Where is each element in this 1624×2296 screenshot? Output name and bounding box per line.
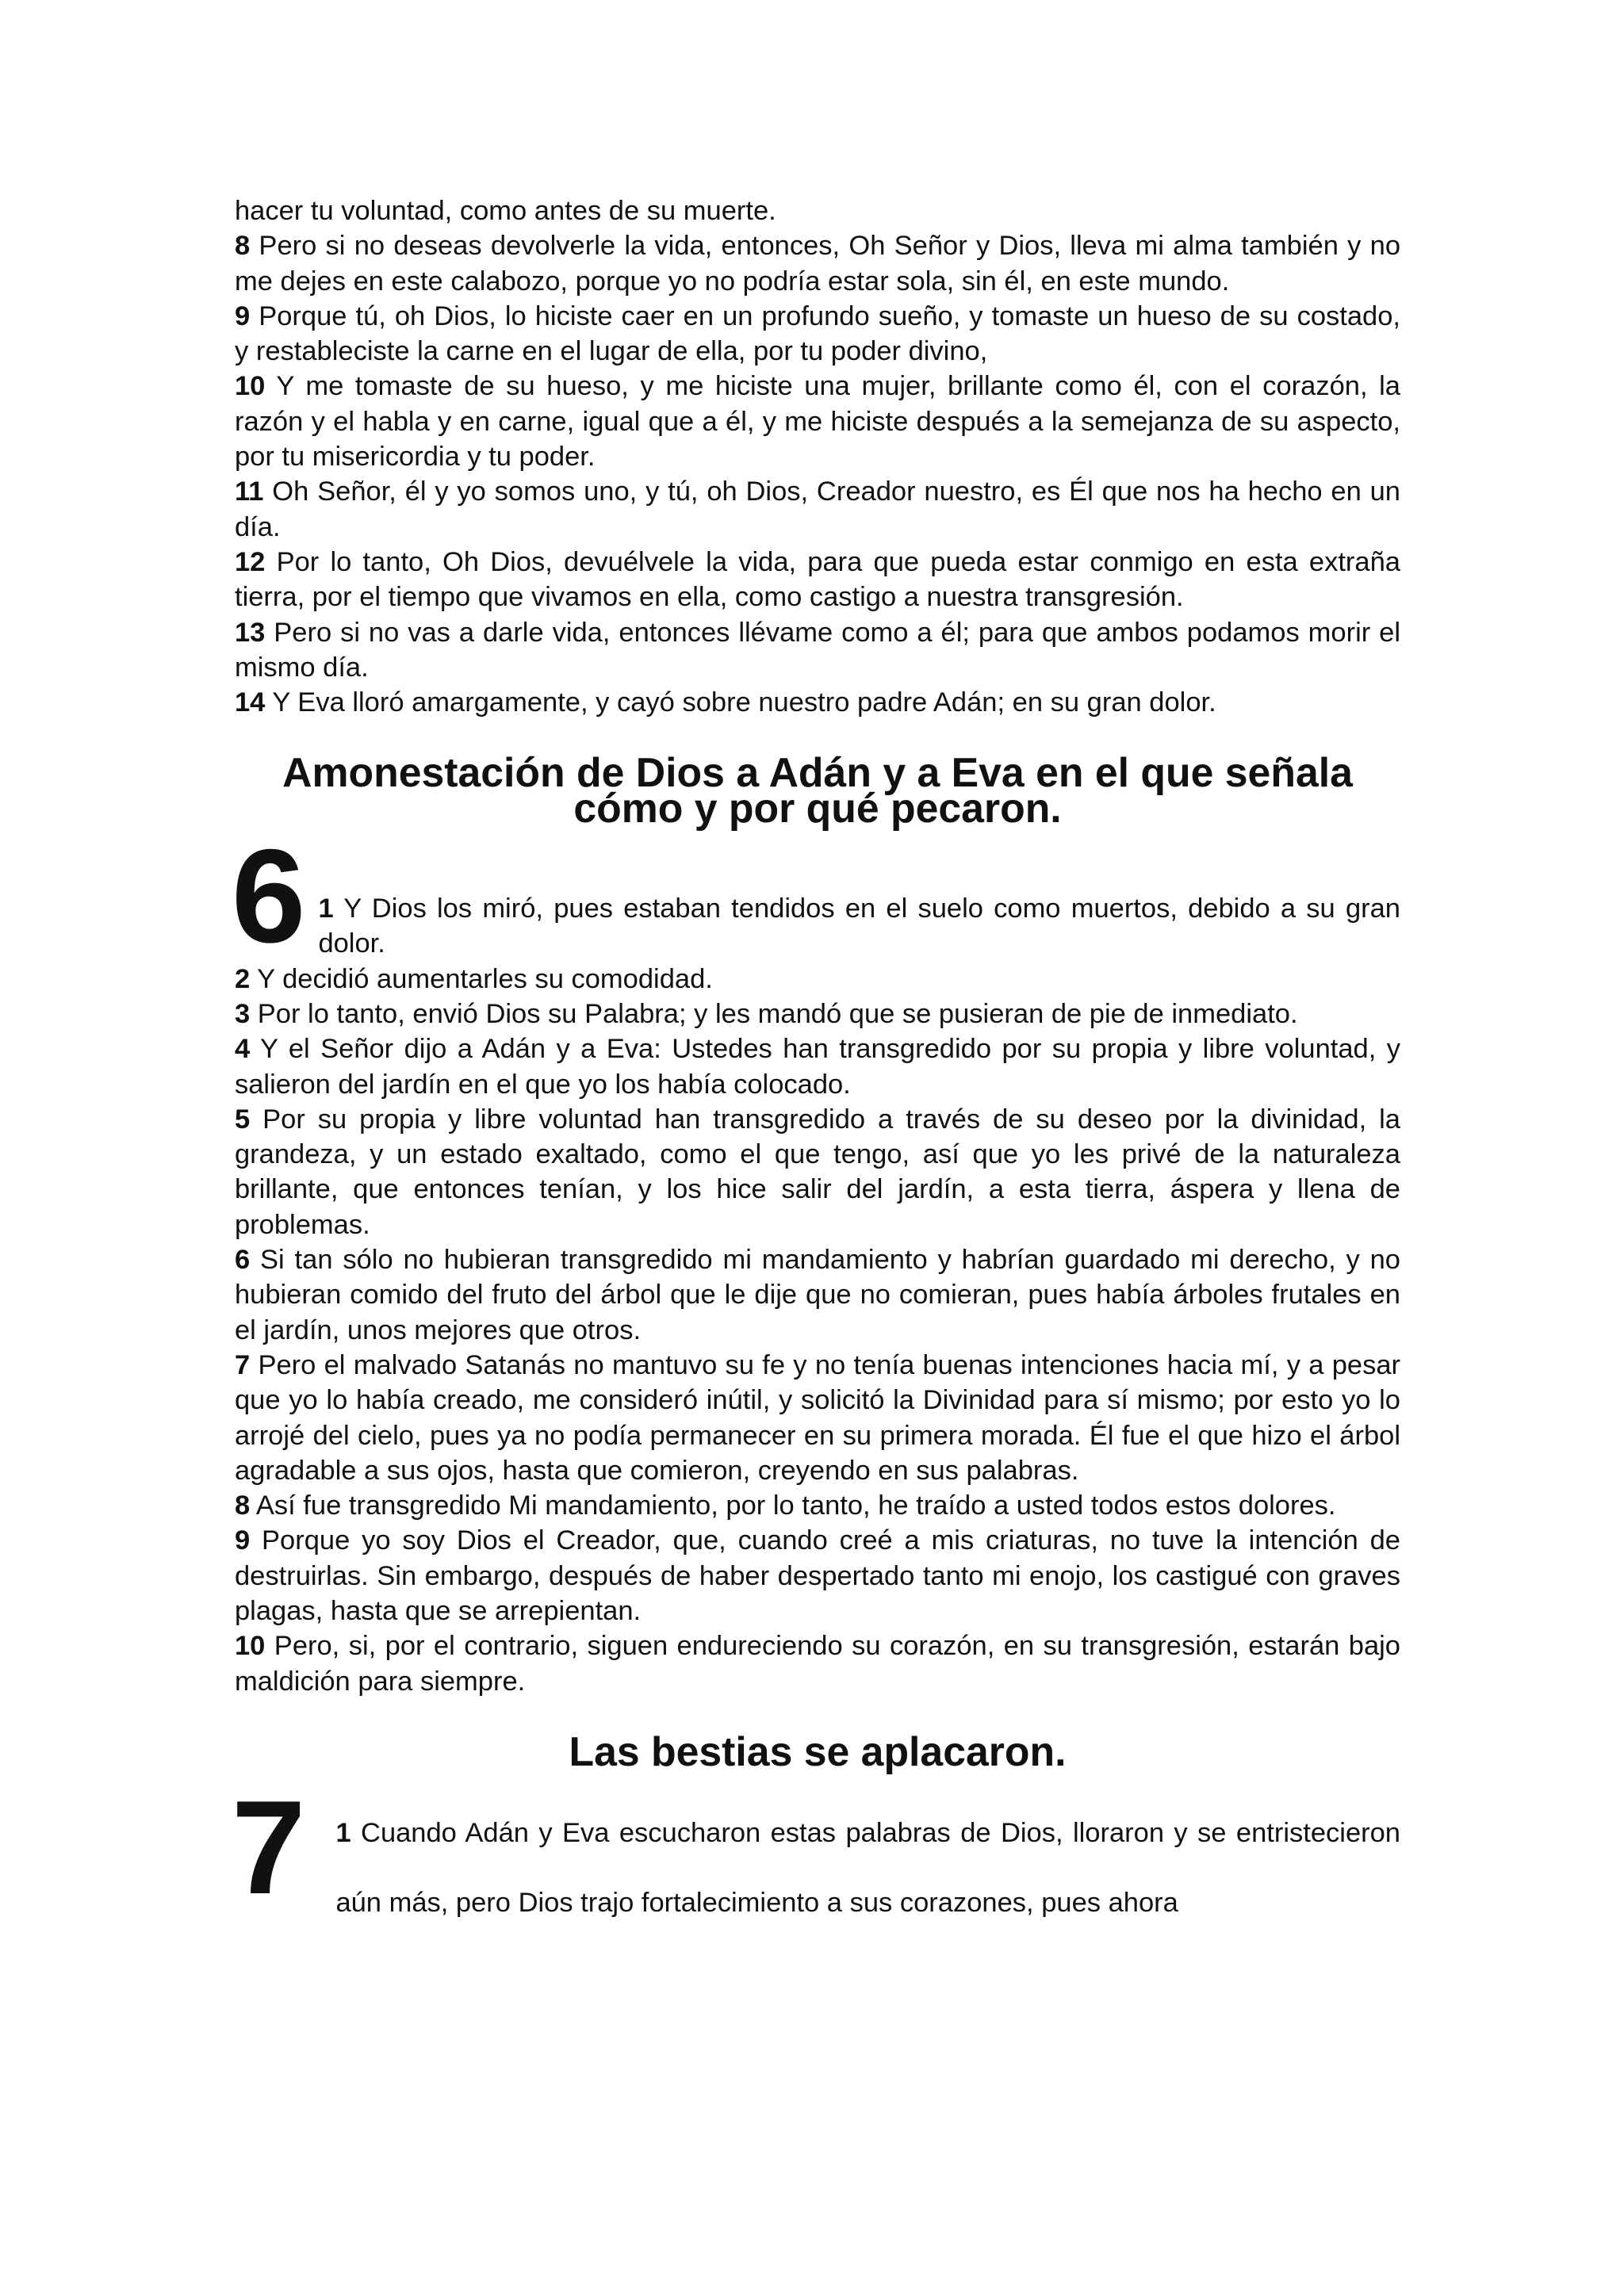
verse-paragraph xyxy=(235,193,1400,228)
verse-paragraph xyxy=(232,821,1400,971)
verse-number: 4 xyxy=(235,1034,251,1065)
verse-paragraph xyxy=(235,1102,1400,1242)
verse-paragraph xyxy=(235,1523,1400,1628)
verse-paragraph xyxy=(235,685,1400,720)
verse-paragraph xyxy=(235,545,1400,615)
verse-number: 6 xyxy=(235,1245,251,1276)
chapter-7 xyxy=(232,1773,1400,1938)
page-content xyxy=(232,193,1400,1938)
verse-number: 7 xyxy=(235,1349,251,1380)
verse-paragraph xyxy=(235,615,1400,686)
chapter-number: 6 xyxy=(232,821,304,971)
verse-text: Y decidió aumentarles su comodidad. xyxy=(250,963,713,994)
verse-text: Y Dios los miró, pues estaban tendidos en el suelo como muertos, debido a su gran dolor. xyxy=(318,894,1400,959)
verse-text: hacer tu voluntad, como antes de su muerte. xyxy=(235,196,776,226)
verse-number: 8 xyxy=(235,1490,251,1521)
chapter-7-heading: Las bestias se aplacaron. xyxy=(569,1728,1067,1774)
verse-text: Pero el malvado Satanás no mantuvo su fe y no tenía buenas intenciones hacia mí, y a pesar que yo lo había creado, me consideró inútil, y solicitó la Divinidad para sí mismo; por esto yo lo arrojé del cielo, pues ya no podía permanecer en su primera morada. Él fue el que hizo el árbol agradable a sus ojos, hasta que comieron, creyendo en sus palabras. xyxy=(235,1349,1400,1486)
verse-text: Cuando Adán y Eva escucharon estas palabras de Dios, lloraron y se entristecieron aún más, pero Dios trajo fortalecimiento a sus corazones, pues ahora xyxy=(335,1818,1400,1919)
verse-number: 10 xyxy=(235,1631,266,1662)
verse-number: 12 xyxy=(235,546,266,577)
chapter-6 xyxy=(232,821,1400,1699)
verse-text: Por su propia y libre voluntad han transgredido a través de su deseo por la divinidad, la grandeza, y un estado exaltado, como el que tengo, así que yo les privé de la naturaleza brillante, que entonces tenían, y los hice salir del jardín, a esta tierra, áspera y llena de problemas. xyxy=(235,1104,1400,1240)
chapter-6-heading: Amonestación de Dios a Adán y a Eva en el que señala cómo y por qué pecaron. xyxy=(282,749,1353,831)
verse-paragraph xyxy=(235,1488,1400,1523)
verse-text: Si tan sólo no hubieran transgredido mi mandamiento y habrían guardado mi derecho, y no hubieran comido del fruto del árbol que le dije que no comieran, pues había árboles frutales en el jardín, unos mejores que otros. xyxy=(235,1245,1400,1345)
verse-number: 14 xyxy=(235,687,266,718)
verse-number: 13 xyxy=(235,617,266,648)
verse-paragraph xyxy=(232,1773,1400,1938)
verse-text: Pero si no vas a darle vida, entonces llévame como a él; para que ambos podamos morir el mismo día. xyxy=(235,617,1400,683)
verse-number: 8 xyxy=(235,231,251,262)
verse-number: 3 xyxy=(235,998,251,1029)
verse-text: Porque yo soy Dios el Creador, que, cuando creé a mis criaturas, no tuve la intención de destruirlas. Sin embargo, después de haber despertado tanto mi enojo, los castigué con graves plagas, hasta que se arrepientan. xyxy=(235,1525,1400,1626)
chapter-5-verses xyxy=(235,193,1400,720)
verse-paragraph xyxy=(235,369,1400,474)
verse-text: Pero si no deseas devolverle la vida, entonces, Oh Señor y Dios, lleva mi alma también y no me dejes en este calabozo, porque yo no podría estar sola, sin él, en este mundo. xyxy=(235,231,1400,297)
verse-number: 1 xyxy=(335,1818,351,1849)
verse-paragraph xyxy=(235,1628,1400,1699)
verse-paragraph xyxy=(235,1348,1400,1488)
verse-number: 10 xyxy=(235,371,266,402)
chapter-number: 7 xyxy=(232,1773,304,1923)
verse-paragraph xyxy=(235,962,1400,997)
verse-text: Así fue transgredido Mi mandamiento, por lo tanto, he traído a usted todos estos dolores. xyxy=(250,1490,1336,1521)
verse-paragraph xyxy=(235,228,1400,299)
verse-number: 11 xyxy=(235,476,264,507)
verse-paragraph xyxy=(235,997,1400,1031)
verse-text: Y el Señor dijo a Adán y a Eva: Ustedes han transgredido por su propia y libre voluntad, y salieron del jardín en el que yo los había colocado. xyxy=(235,1034,1400,1100)
verse-number: 9 xyxy=(235,300,251,331)
verse-number: 2 xyxy=(235,963,251,994)
verse-text: Pero, si, por el contrario, siguen endureciendo su corazón, en su transgresión, estarán bajo maldición para siempre. xyxy=(235,1631,1400,1697)
verse-number: 1 xyxy=(318,894,334,924)
verse-text: Y Eva lloró amargamente, y cayó sobre nuestro padre Adán; en su gran dolor. xyxy=(265,687,1216,718)
verse-text: Por lo tanto, envió Dios su Palabra; y les mandó que se pusieran de pie de inmediato. xyxy=(250,998,1298,1029)
verse-text: Y me tomaste de su hueso, y me hiciste una mujer, brillante como él, con el corazón, la razón y el habla y en carne, igual que a él, y me hiciste después a la semejanza de su aspecto, por tu misericordia y tu poder. xyxy=(235,371,1400,473)
verse-paragraph xyxy=(235,474,1400,545)
verse-number: 9 xyxy=(235,1525,251,1556)
verse-text: Oh Señor, él y yo somos uno, y tú, oh Dios, Creador nuestro, es Él que nos ha hecho en un día. xyxy=(235,476,1400,542)
verse-number: 5 xyxy=(235,1104,251,1135)
verse-paragraph xyxy=(235,299,1400,369)
verse-text: Por lo tanto, Oh Dios, devuélvele la vida, para que pueda estar conmigo en esta extraña tierra, por el tiempo que vivamos en ella, como castigo a nuestra transgresión. xyxy=(235,546,1400,613)
verse-text: Porque tú, oh Dios, lo hiciste caer en un profundo sueño, y tomaste un hueso de su costado, y restableciste la carne en el lugar de ella, por tu poder divino, xyxy=(235,300,1400,367)
verse-paragraph xyxy=(235,1242,1400,1348)
verse-paragraph xyxy=(235,1031,1400,1102)
